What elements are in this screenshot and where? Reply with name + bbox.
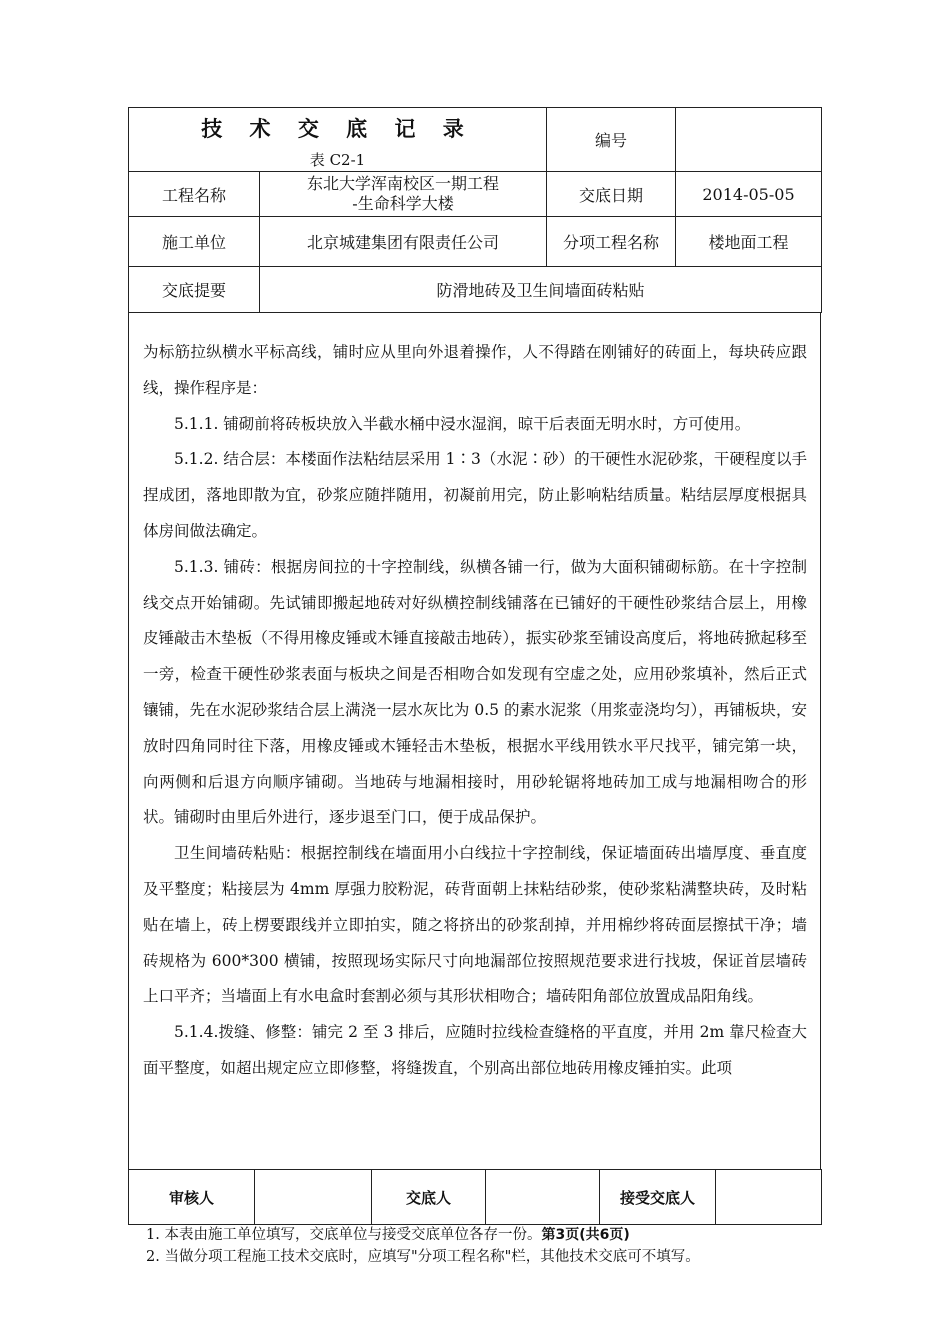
signature-table: [128, 1169, 822, 1225]
project-name-value[interactable]: [260, 172, 547, 217]
footnotes: [146, 1224, 700, 1268]
disclosure-content: [128, 313, 821, 1169]
date-label: 交底日期: [547, 172, 676, 217]
receiver-label: 接受交底人: [600, 1170, 716, 1225]
contractor-value[interactable]: 北京城建集团有限责任公司: [260, 217, 547, 267]
content-paragraph: 5.1.2. 结合层：本楼面作法粘结层采用 1∶3（水泥∶砂）的干硬性水泥砂浆，干硬程度以手捏成团，落地即散为宜，砂浆应随拌随用，初凝前用完，防止影响粘结质量。粘结层厚度根据具体房间做法确定。: [143, 450, 807, 540]
subproject-value[interactable]: 楼地面工程: [676, 217, 822, 267]
form-number: 表 C2-1: [309, 151, 366, 169]
header-table: [128, 107, 822, 313]
page-indicator: 第3页(共6页): [541, 1227, 630, 1243]
reviewer-label: 审核人: [129, 1170, 255, 1225]
title-cell: [129, 108, 547, 172]
receiver-field[interactable]: [716, 1170, 822, 1225]
form-title: 技 术 交 底 记 录: [201, 116, 474, 141]
content-paragraph: 5.1.3. 铺砖：根据房间拉的十字控制线，纵横各铺一行，做为大面积铺砌标筋。在十字控制线交点开始铺砌。先试铺即搬起地砖对好纵横控制线铺落在已铺好的干硬性砂浆结合层上，用橡皮锤敲击木垫板（不得用橡皮锤或木锤直接敲击地砖），振实砂浆至铺设高度后，将地砖掀起移至一旁，检查干硬性砂浆表面与板块之间是否相吻合如发现有空虚之处，应用砂浆填补，然后正式镶铺，先在水泥砂浆结合层上满浇一层水灰比为 0.5 的素水泥浆（用浆壶浇均匀），再铺板块，安放时四角同时往下落，用橡皮锤或木锤轻击木垫板，根据水平线用铁水平尺找平，铺完第一块，向两侧和后退方向顺序铺砌。当地砖与地漏相接时，用砂轮锯将地砖加工成与地漏相吻合的形状。铺砌时由里后外进行，逐步退至门口，便于成品保护。: [143, 557, 807, 827]
content-paragraph: 为标筋拉纵横水平标高线，铺时应从里向外退着操作，人不得踏在刚铺好的砖面上，每块砖应跟线，操作程序是：: [143, 343, 807, 397]
footnote-2: 2. 当做分项工程施工技术交底时，应填写"分项工程名称"栏，其他技术交底可不填写。: [146, 1249, 700, 1265]
date-value[interactable]: 2014-05-05: [676, 172, 822, 217]
footnote-1-text: 1. 本表由施工单位填写，交底单位与接受交底单位各存一份。: [146, 1227, 542, 1243]
subproject-label: 分项工程名称: [547, 217, 676, 267]
summary-label: 交底提要: [129, 267, 260, 313]
discloser-field[interactable]: [486, 1170, 600, 1225]
disclosure-form: [128, 107, 821, 1225]
content-paragraph: 卫生间墙砖粘贴：根据控制线在墙面用小白线拉十字控制线，保证墙面砖出墙厚度、垂直度及平整度；粘接层为 4mm 厚强力胶粉泥，砖背面朝上抹粘结砂浆，使砂浆粘满整块砖，及时粘贴在墙上，砖上楞要跟线并立即拍实，随之将挤出的砂浆刮掉，并用棉纱将砖面层擦拭干净；墙砖规格为 600*300 横铺，按照现场实际尺寸向地漏部位按照规范要求进行找坡，保证首层墙砖上口平齐；当墙面上有水电盒时套割必须与其形状相吻合；墙砖阳角部位放置成品阳角线。: [143, 844, 807, 1006]
discloser-label: 交底人: [372, 1170, 486, 1225]
content-paragraph: 5.1.1. 铺砌前将砖板块放入半截水桶中浸水湿润，晾干后表面无明水时，方可使用。: [174, 414, 751, 433]
reviewer-field[interactable]: [255, 1170, 372, 1225]
contractor-label: 施工单位: [129, 217, 260, 267]
footnote-1: [146, 1224, 700, 1246]
project-name-line1: 东北大学浑南校区一期工程: [306, 174, 499, 193]
content-paragraph: 5.1.4.拨缝、修整：铺完 2 至 3 排后，应随时拉线检查缝格的平直度，并用 2m 靠尺检查大面平整度，如超出规定应立即修整，将缝拨直，个别高出部位地砖用橡皮锤拍实。此项: [143, 1023, 807, 1077]
summary-value[interactable]: 防滑地砖及卫生间墙面砖粘贴: [260, 267, 822, 313]
project-name-label: 工程名称: [129, 172, 260, 217]
project-name-line2: -生命科学大楼: [352, 194, 454, 213]
number-value[interactable]: [676, 108, 822, 172]
number-label: 编号: [547, 108, 676, 172]
